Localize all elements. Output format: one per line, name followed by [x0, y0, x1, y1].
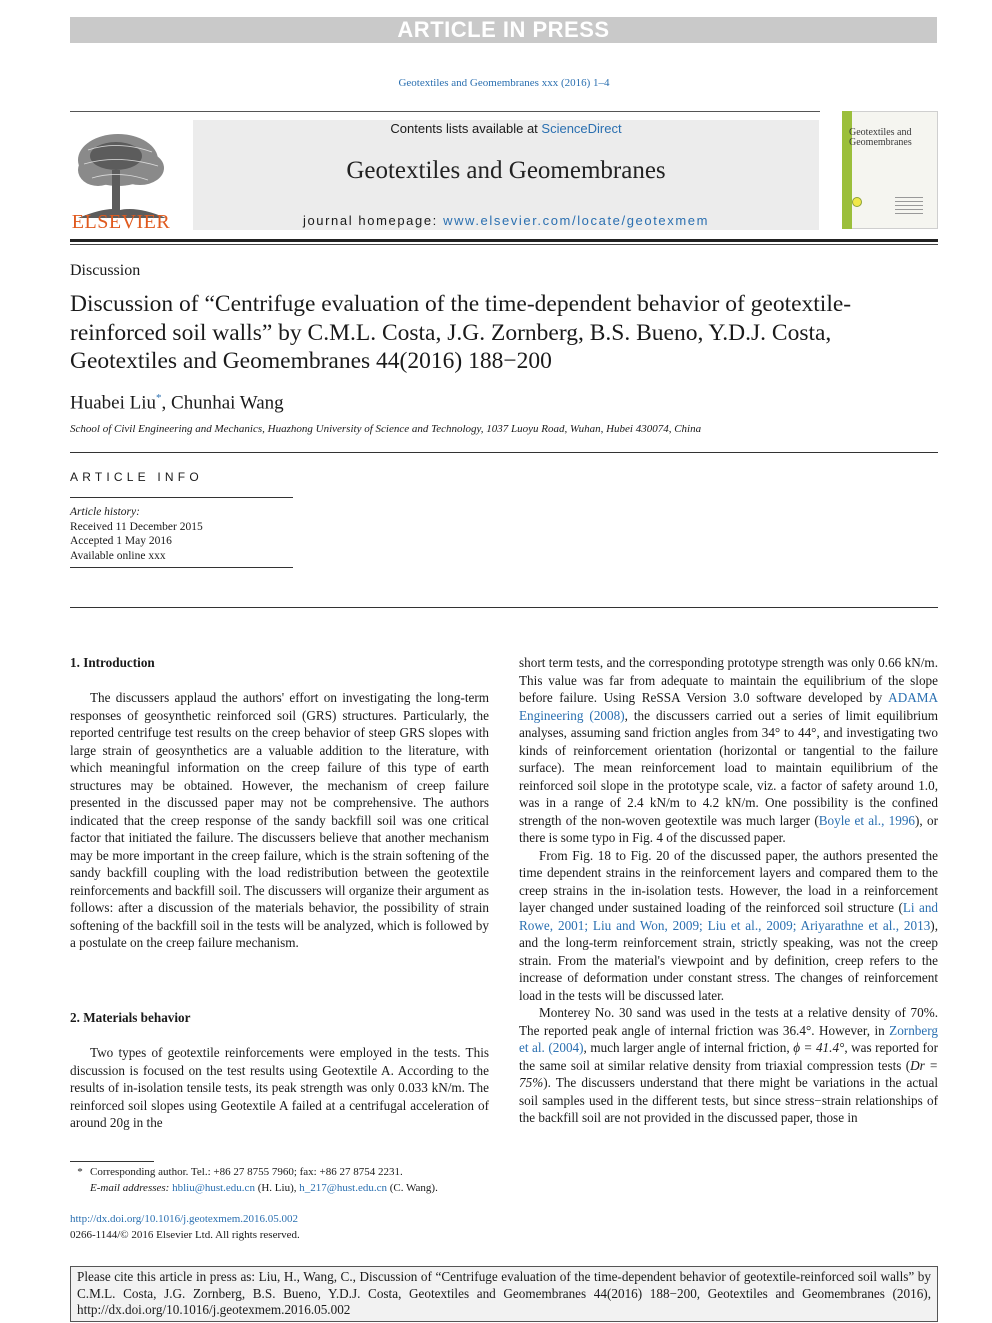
cover-title: Geotextiles and Geomembranes	[849, 127, 912, 148]
section-heading-materials: 2. Materials behavior	[70, 1010, 191, 1025]
cite-this-article-box: Please cite this article in press as: Liu, H., Wang, C., Discussion of “Centrifuge evaluation of the time-dependent behavior of geotextile-reinforced soil walls” by C.M.L. Costa, J.G. Zornberg, B.S. Bueno, Y.D.J. Costa, Geotextiles and Geomembranes 44(2016) 188−200, Geotextiles and Geomembranes (2016), http://dx.doi.org/10.1016/j.geotexmem.2016.05.002	[70, 1266, 938, 1322]
doi-link[interactable]: http://dx.doi.org/10.1016/j.geotexmem.2016.05.002	[70, 1213, 299, 1225]
journal-homepage	[193, 213, 819, 228]
article-info-heading: ARTICLE INFO	[70, 470, 203, 484]
article-type: Discussion	[70, 262, 141, 279]
paragraph-text	[519, 847, 938, 1005]
text-run: short term tests, and the corresponding prototype strength was only 0.66 kN/m. This value was far from adequate to maintain the equilibrium of the slope before failure. Using ReSSA Version 3.0 software developed by	[519, 655, 938, 705]
homepage-prefix: journal homepage:	[302, 213, 444, 228]
text-run: Monterey No. 30 sand was used in the tests at a relative density of 70%. The reported peak angle of internal friction was 36.4°. However, in	[519, 1005, 938, 1038]
elsevier-wordmark: ELSEVIER	[71, 211, 171, 233]
affiliation-rule	[70, 452, 938, 453]
text-run: From Fig. 18 to Fig. 20 of the discussed paper, the authors presented the time dependent strains in the reinforcement layers and compared them to the creep strains in the in-isolation tests. However, the load in a reinforcement layer changed under sustained loading of the reinforced soil structure (	[519, 847, 938, 915]
corresponding-author-marker[interactable]: *	[156, 392, 162, 404]
email-owner: (C. Wang).	[386, 1182, 438, 1194]
history-label: Article history:	[70, 506, 140, 518]
paragraph-text: Two types of geotextile reinforcements were employed in the tests. This discussion is focused on the test results using Geotextile A. According to the results of in-isolation tensile tests, its peak strength was only 0.033 kN/m. The reinforced soil slopes using Geotextile A failed at a centrifugal acceleration of around 20g in the	[70, 1045, 489, 1130]
reference-link[interactable]: ADAMA Engineering (2008)	[519, 690, 938, 723]
paragraph-text	[519, 654, 938, 847]
body-paragraph	[70, 1044, 489, 1132]
cover-emblem-icon	[852, 197, 862, 207]
footnote-rule	[70, 1161, 154, 1162]
author-separator: ,	[161, 392, 172, 414]
body-top-rule	[70, 607, 938, 608]
online-date: Available online xxx	[70, 549, 166, 562]
cover-fine-print	[895, 197, 923, 215]
contents-available	[193, 121, 819, 136]
copyright: 0266-1144/© 2016 Elsevier Ltd. All rights reserved.	[70, 1229, 300, 1241]
author-list	[70, 392, 284, 414]
math-dr: Dr = 75%	[519, 1057, 938, 1090]
article-title: Discussion of “Centrifuge evaluation of the time-dependent behavior of geotextile-reinforced soil walls” by C.M.L. Costa, J.G. Zornberg, B.S. Bueno, Y.D.J. Costa, Geotextiles and Geomembranes 44(2016) 188−200	[70, 291, 852, 374]
journal-reference-link[interactable]: Geotextiles and Geomembranes xxx (2016) 1–4	[398, 77, 610, 89]
contents-prefix: Contents lists available at	[390, 121, 542, 136]
journal-title: Geotextiles and Geomembranes	[346, 157, 666, 184]
received-date: Received 11 December 2015	[70, 520, 203, 533]
text-run: , much larger angle of internal friction,	[583, 1040, 794, 1055]
author-name[interactable]: Huabei Liu	[70, 392, 157, 414]
email-owner: (H. Liu),	[254, 1182, 300, 1194]
article-in-press-banner: ARTICLE IN PRESS	[70, 17, 937, 43]
reference-link[interactable]: Zornberg et al. (2004)	[519, 1022, 938, 1055]
text-run: , the discussers carried out a series of limit equilibrium analyses, assuming sand friction angles from 34° to 44°, and investigating two kinds of reinforcement orientation (horizontal or tangential to the failure surface). The mean reinforcement load to maintain equilibrium of the reinforced soil slope in the prototype scale, viz. a factor of safety around 1.0, was in a range of 2.4 kN/m to 4.2 kN/m. One possibility is the confined strength of the non-woven geotextile was much larger (	[519, 707, 939, 828]
math-phi: ϕ = 41.4°	[793, 1040, 845, 1055]
text-run: ), and the long-term reinforcement strain, strictly speaking, was not the creep strain. From the material's viewpoint and by definition, creep refers to the increase of deformation under constant stress. The changes of reinforcement load in the tests will be discussed later.	[519, 917, 938, 1003]
homepage-url-link[interactable]: www.elsevier.com/locate/geotexmem	[443, 213, 710, 228]
reference-link[interactable]: Boyle et al., 1996	[818, 812, 916, 828]
sciencedirect-link[interactable]: ScienceDirect	[541, 121, 622, 136]
section-heading-introduction: 1. Introduction	[70, 655, 155, 670]
header-top-rule	[70, 111, 820, 112]
email-label: E-mail addresses:	[90, 1182, 170, 1194]
text-run: , was reported for the same soil at similar relative density from triaxial compression tests (	[519, 1040, 938, 1073]
paragraph-text: The discussers applaud the authors' effort on investigating the long-term responses of geosynthetic reinforced soil (GRS) structures. Particularly, the reported centrifuge test results on the creep behavior of steep GRS slopes with large strain of geosynthetics are a valuable addition to the literature, with which meaningful information on the creep failure of this type of earth structures may be obtained. However, the mechanism of creep failure presented in the discussed paper may not be comprehensive. The authors indicated that the creep response of the sandy backfill soil was one critical factor that initiated the failure. The discussers believe that another mechanism may be more important in the creep failure, which is the strain softening of the sandy backfill coupling with the load redistribution between the geotextile reinforcements and backfill soil. The discussers will organize their argument as follows: after a discussion of the materials behavior, the possibility of strain softening of the backfill soil in the tests will be analyzed, which is followed by a postulate on the creep failure mechanism.	[70, 690, 489, 950]
reference-link[interactable]: Li and Rowe, 2001; Liu and Won, 2009; Liu et al., 2009; Ariyarathne et al., 2013	[519, 900, 939, 933]
article-info-rule	[70, 567, 293, 568]
header-thick-rule	[70, 239, 938, 242]
header-thin-rule	[70, 244, 938, 245]
doi-block	[70, 1211, 300, 1243]
right-column	[519, 654, 938, 1127]
email-link[interactable]: hbliu@hust.edu.cn	[172, 1182, 255, 1194]
footnote-star: *	[77, 1166, 83, 1178]
accepted-date: Accepted 1 May 2016	[70, 535, 172, 547]
paragraph-text	[519, 1004, 938, 1127]
email-footnote	[90, 1181, 438, 1197]
corresponding-text: Corresponding author. Tel.: +86 27 8755 7960; fax: +86 27 8754 2231.	[90, 1166, 403, 1178]
author-name[interactable]: Chunhai Wang	[171, 392, 284, 414]
article-history	[70, 505, 203, 563]
text-run: ). The discussers understand that there might be variations in the actual soil samples used in the different tests, but since stress−strain relationships of the backfill soil are not provided in the discussed paper, those in	[519, 1075, 938, 1125]
article-info-rule	[70, 497, 293, 498]
affiliation: School of Civil Engineering and Mechanics, Huazhong University of Science and Technology, 1037 Luoyu Road, Wuhan, Hubei 430074, China	[70, 423, 702, 435]
email-link[interactable]: h_217@hust.edu.cn	[299, 1182, 387, 1194]
text-run: ), or there is some typo in Fig. 4 of the discussed paper.	[519, 812, 938, 845]
corresponding-footnote	[70, 1165, 403, 1181]
body-paragraph	[70, 689, 489, 952]
